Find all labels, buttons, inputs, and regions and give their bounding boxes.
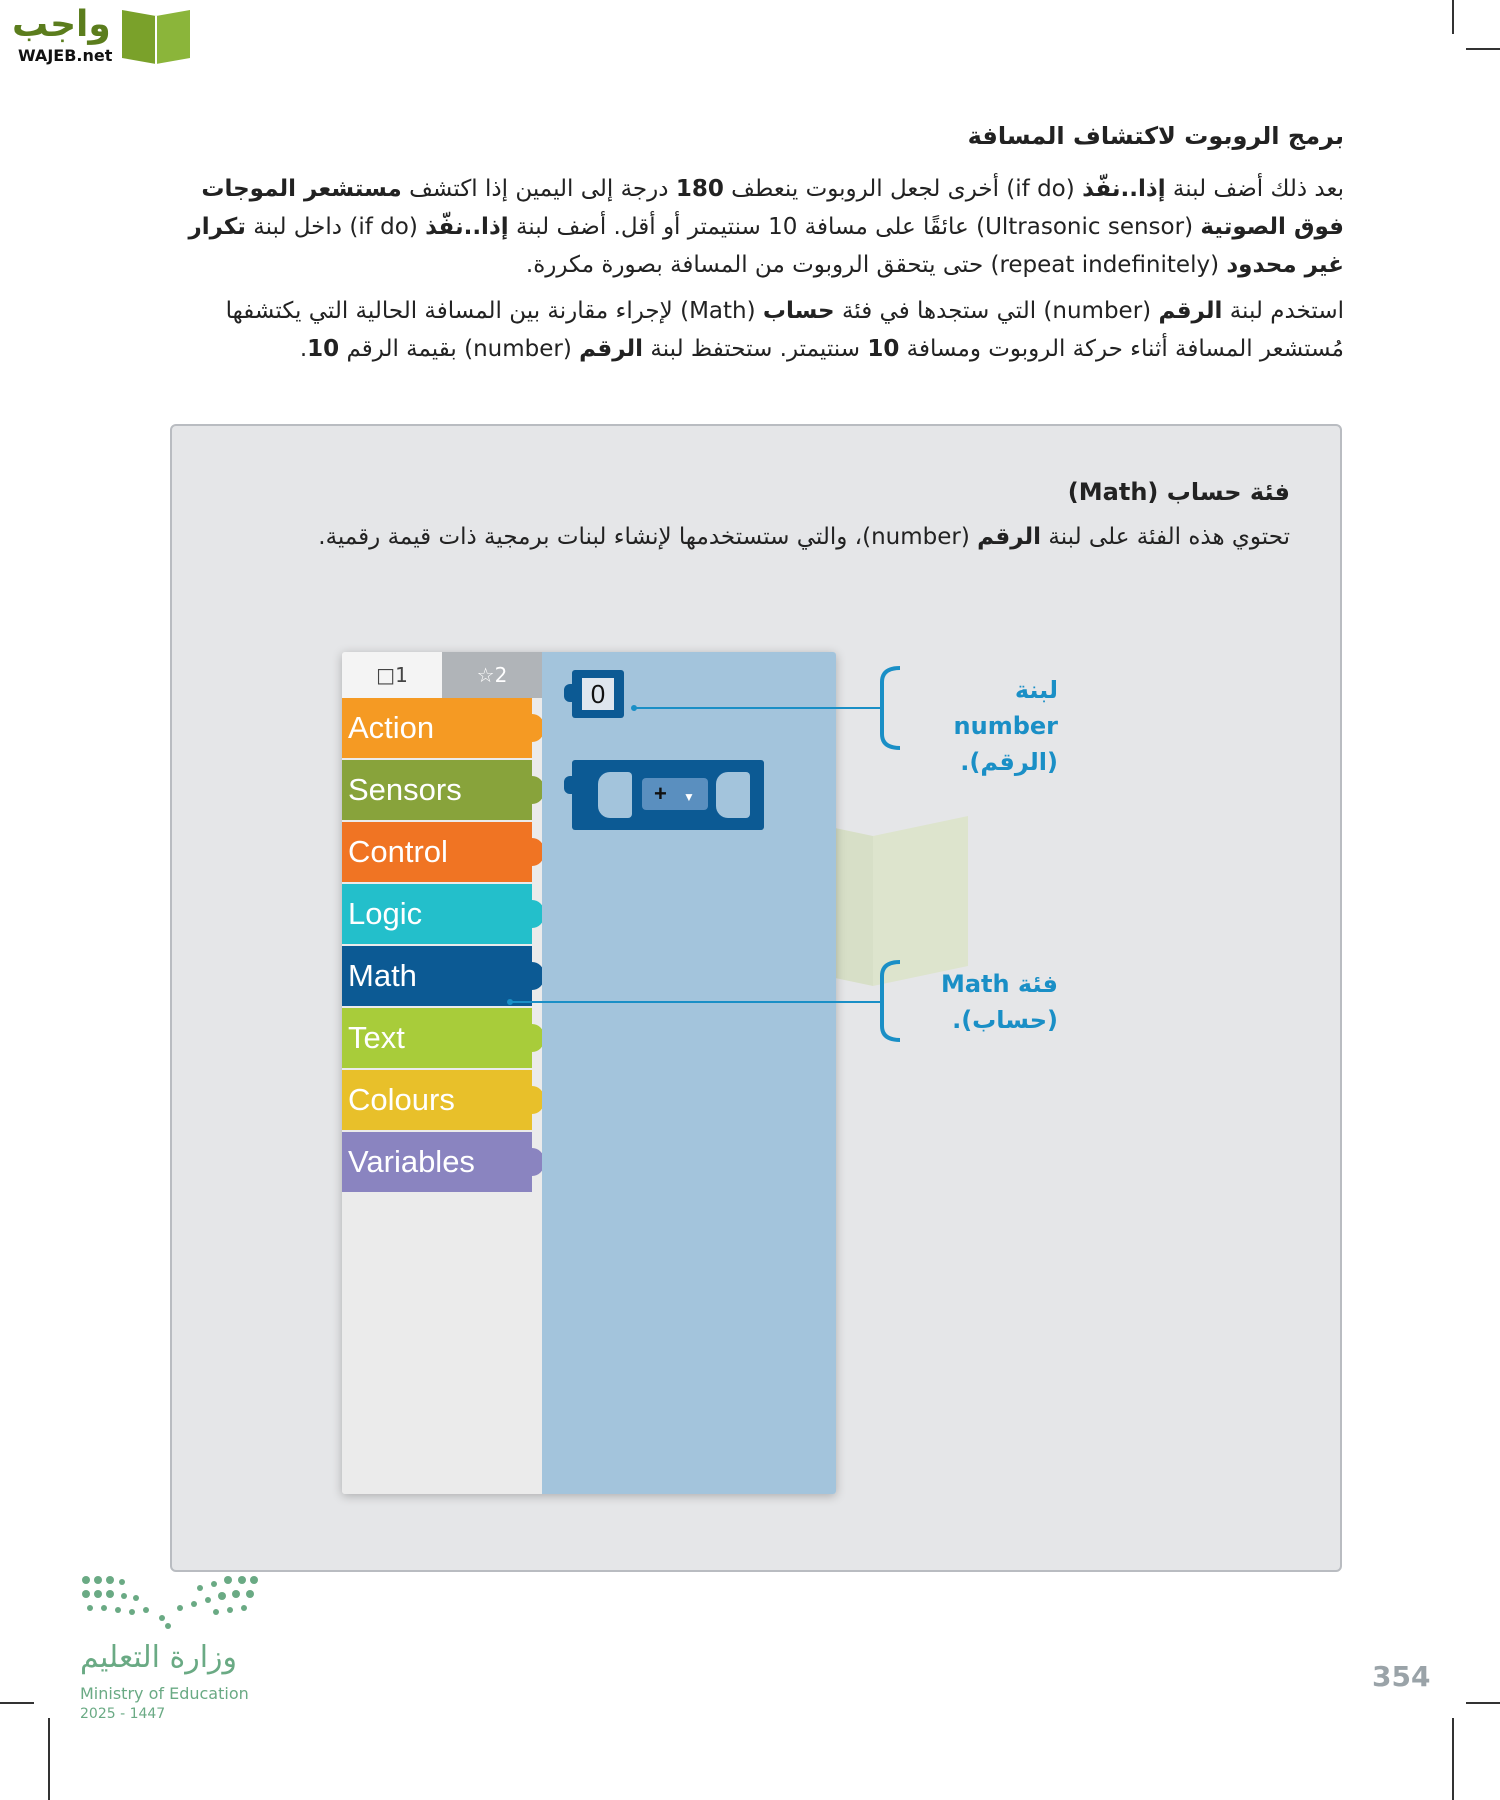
tab-1-label: 1	[395, 663, 408, 687]
category-colours[interactable]: Colours	[342, 1070, 532, 1130]
callout-math-category	[908, 966, 1058, 1038]
category-text[interactable]: Text	[342, 1008, 532, 1068]
crop-mark	[1466, 1702, 1500, 1704]
ministry-name-english: Ministry of Education	[80, 1684, 249, 1703]
category-logic[interactable]: Logic	[342, 884, 532, 944]
crop-mark	[0, 1702, 34, 1704]
callout-lines	[172, 426, 1342, 1572]
logo-latin-text: WAJEB.net	[18, 46, 113, 65]
math-category-box	[170, 424, 1342, 1572]
category-sensors[interactable]: Sensors	[342, 760, 532, 820]
callout-math-line1: فئة Math	[940, 970, 1058, 998]
square-icon: □	[376, 663, 396, 687]
paragraph-1: بعد ذلك أضف لبنة إذا..نفّذ (if do) أخرى لجعل الروبوت ينعطف 180 درجة إلى اليمين إذا اكتشف مستشعر الموجات فوق الصوتية (Ultrasonic sensor) عائقًا على مسافة 10 سنتيمتر أو أقل. أضف لبنة إذا..نفّذ (if do) داخل لبنة تكرار غير محدود (repeat indefinitely) حتى يتحقق الروبوت من المسافة بصورة مكررة.	[188, 176, 1344, 278]
number-block-value[interactable]: 0	[582, 678, 614, 710]
logo-arabic-text: واجب	[12, 4, 111, 45]
academic-year: 2025 - 1447	[80, 1706, 166, 1722]
crop-mark	[1466, 48, 1500, 50]
callout-number-block	[908, 672, 1058, 780]
star-icon: ☆	[476, 663, 495, 687]
ministry-logo-dots-icon	[80, 1574, 260, 1632]
tab-2-label: 2	[494, 663, 508, 687]
category-math[interactable]: Math	[342, 946, 532, 1006]
box-description: تحتوي هذه الفئة على لبنة الرقم (number)، والتي ستستخدمها لإنشاء لبنات برمجية ذات قيمة رقمية.	[318, 524, 1290, 550]
crop-mark	[1452, 0, 1454, 34]
page-number: 354	[1372, 1660, 1431, 1693]
book-icon	[116, 8, 196, 66]
category-control[interactable]: Control	[342, 822, 532, 882]
category-action[interactable]: Action	[342, 698, 532, 758]
wajeb-logo[interactable]	[8, 4, 198, 68]
crop-mark	[48, 1718, 50, 1800]
chevron-down-icon: ▼	[682, 790, 695, 804]
callout-math-line2: (حساب).	[952, 1006, 1058, 1034]
paragraph-2: استخدم لبنة الرقم (number) التي ستجدها في فئة حساب (Math) لإجراء مقارنة بين المسافة الحالية التي يكتشفها مُستشعر المسافة أثناء حركة الروبوت ومسافة 10 سنتيمتر. ستحتفظ لبنة الرقم (number) بقيمة الرقم 10.	[225, 298, 1344, 362]
crop-mark	[1452, 1718, 1454, 1800]
box-heading: فئة حساب (Math)	[1067, 478, 1290, 506]
callout-number-line1: لبنة number	[953, 676, 1058, 740]
operator-label: +	[654, 781, 667, 806]
section-heading: برمج الروبوت لاكتشاف المسافة	[967, 122, 1344, 150]
category-variables[interactable]: Variables	[342, 1132, 532, 1192]
callout-number-line2: (الرقم).	[960, 748, 1058, 776]
ministry-name-arabic: وزارة التعليم	[80, 1640, 238, 1675]
